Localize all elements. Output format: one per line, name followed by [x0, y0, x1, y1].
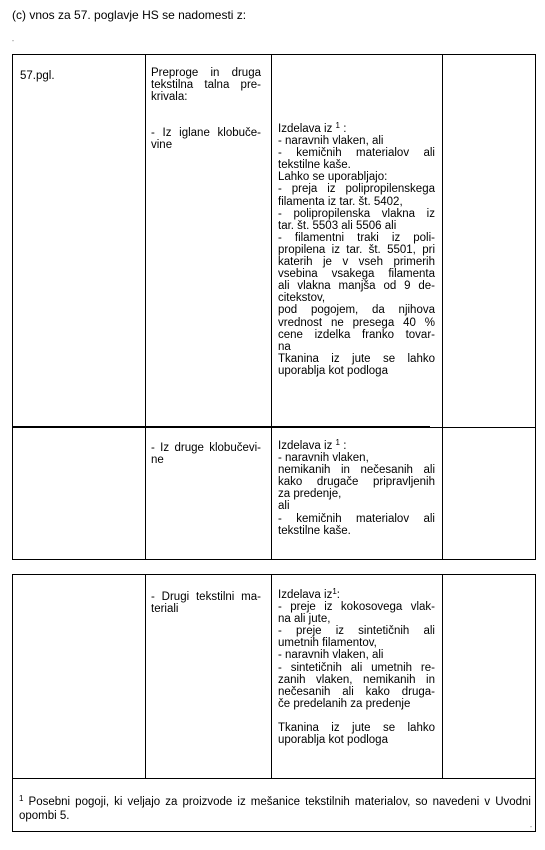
felt-working-rule: Izdelava iz $^1$ : - naravnih vlaken, ali - kemičnih materialov ali tekstilne kaše. Lahko se uporabljajo: - preja iz polipropilenskega filamenta iz tar. št. 5402, - polipropilenska vlakna iz tar. št. 5503 ali 5506 ali - filamentni traki iz poli- propilena iz tar. št. 5501, pri katerih je v vseh primerih vsebina vsakega filamenta ali vlakna manjša od 9 de- citekstov, pod pogojem, da njihova vrednost ne presega 40 % cene izdelka franko tovar- na Tkanina iz jute se lahko uporablja kot podloga — [278, 121, 435, 377]
footnote-ref: 1 — [335, 438, 340, 447]
page-mark-bottom: " — [530, 826, 532, 832]
footnote-ref: 1 — [335, 121, 340, 130]
footnote-mark: 1 — [19, 794, 24, 803]
section-heading: (c) vnos za 57. poglavje HS se nadomesti z: — [12, 8, 247, 22]
row-divider — [12, 426, 430, 428]
felt-item-description: - Iz iglane klobuče- vine — [151, 127, 261, 152]
rules-table-2 — [12, 574, 536, 832]
other-textiles-working-rule: Izdelava $iz^1$: - preje iz kokosovega vlak- na ali jute, - preje iz sintetičnih ali umetnih filamentov, - naravnih vlaken, ali - sintetičnih ali umetnih re- zanih vlaken, nemikanih in nečesanih ali kako druga- če predelanih za predenje Tkanina iz jute se lahko uporablja kot podloga — [278, 587, 435, 747]
rules-table-1 — [12, 54, 536, 560]
footnote-ref: 1 — [332, 587, 337, 596]
other-felt-item-description: - Iz druge klobučevi- ne — [151, 442, 261, 467]
footnote: $^1$ Posebni pogoji, ki veljajo za proizvode iz mešanice tekstilnih materialov, so navedeni v Uvodni opombi 5. — [19, 794, 531, 822]
hs-heading-code: 57.pgl. — [20, 70, 55, 82]
other-textiles-item-description: - Drugi tekstilni ma- teriali — [151, 591, 261, 616]
product-description: Preproge in druga tekstilna talna pre- krivala: — [151, 67, 261, 104]
page-mark-top: " — [12, 40, 14, 46]
other-felt-working-rule: Izdelava iz $^1$ : - naravnih vlaken, nemikanih in nečesanih ali kako drugače pripravljenih za predenje, ali - kemičnih materialov ali tekstilne kaše. — [278, 438, 435, 537]
